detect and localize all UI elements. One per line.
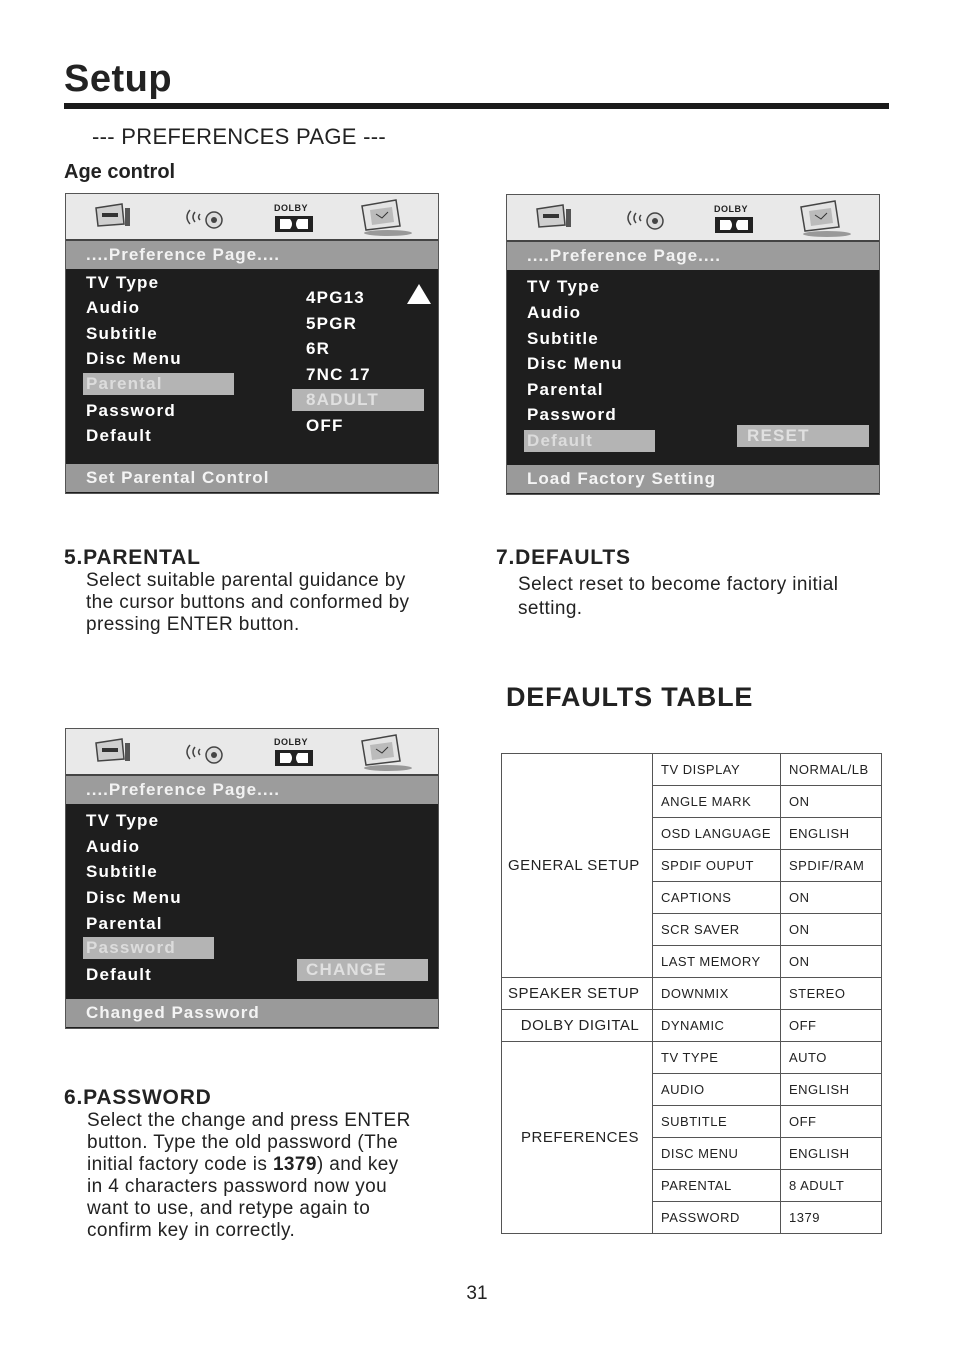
option-7nc17[interactable]: 7NC 17 (306, 365, 371, 384)
preferences-heading: --- PREFERENCES PAGE --- (92, 124, 387, 149)
menu-item-disc-menu[interactable]: Disc Menu (86, 888, 182, 907)
preference-icon (795, 199, 855, 239)
menu-item-audio[interactable]: Audio (86, 298, 141, 317)
defaults-line: Select reset to become factory initial (518, 574, 839, 595)
setting-name: DISC MENU (653, 1138, 781, 1170)
group-label: DOLBY DIGITAL (502, 1010, 653, 1042)
parental-line: pressing ENTER button. (86, 614, 300, 635)
osd-defaults-screen (506, 194, 880, 495)
setting-name: TV DISPLAY (653, 754, 781, 786)
osd-parental-screen (65, 193, 439, 494)
menu-item-tv-type[interactable]: TV Type (527, 277, 601, 296)
setting-name: AUDIO (653, 1074, 781, 1106)
dolby-icon (274, 215, 314, 233)
setting-value: 8 ADULT (781, 1170, 882, 1202)
defaults-line: setting. (518, 598, 583, 619)
table-row (502, 754, 882, 786)
option-6r[interactable]: 6R (306, 339, 331, 358)
password-line: want to use, and retype again to (87, 1198, 371, 1219)
menu-item-audio[interactable]: Audio (527, 303, 582, 322)
menu-item-tv-type[interactable]: TV Type (86, 273, 160, 292)
setting-value: ENGLISH (781, 1074, 882, 1106)
osd-header: ....Preference Page.... (66, 241, 438, 269)
password-line: in 4 characters password now you (87, 1176, 388, 1197)
setting-name: SUBTITLE (653, 1106, 781, 1138)
password-heading: 6.PASSWORD (64, 1086, 212, 1109)
menu-item-disc-menu[interactable]: Disc Menu (527, 354, 623, 373)
setting-name: TV TYPE (653, 1042, 781, 1074)
setting-name: DYNAMIC (653, 1010, 781, 1042)
setting-name: PARENTAL (653, 1170, 781, 1202)
setting-value: SPDIF/RAM (781, 850, 882, 882)
change-button[interactable]: CHANGE (297, 959, 428, 981)
parental-line: Select suitable parental guidance by (86, 570, 406, 591)
password-line-text: ) and key (316, 1154, 399, 1175)
setting-name: PASSWORD (653, 1202, 781, 1234)
speaker-icon (623, 205, 671, 233)
menu-item-tv-type[interactable]: TV Type (86, 811, 160, 830)
menu-item-subtitle[interactable]: Subtitle (86, 324, 158, 343)
setting-value: NORMAL/LB (781, 754, 882, 786)
menu-item-password[interactable]: Password (86, 401, 176, 420)
osd-footer: Set Parental Control (66, 464, 438, 492)
password-line: button. Type the old password (The (87, 1132, 399, 1153)
setting-name: SPDIF OUPUT (653, 850, 781, 882)
option-5pgr[interactable]: 5PGR (306, 314, 358, 333)
setting-value: STEREO (781, 978, 882, 1010)
speaker-icon (182, 739, 230, 767)
parental-line: the cursor buttons and conformed by (86, 592, 410, 613)
monitor-icon (92, 202, 132, 230)
setting-name: SCR SAVER (653, 914, 781, 946)
setting-name: DOWNMIX (653, 978, 781, 1010)
monitor-icon (533, 203, 573, 231)
menu-item-default[interactable]: Default (86, 426, 153, 445)
menu-item-default[interactable]: Default (524, 430, 655, 452)
defaults-text (518, 573, 838, 621)
dolby-text: DOLBY (274, 737, 308, 747)
osd-icon-bar (507, 195, 879, 243)
setting-value: ENGLISH (781, 1138, 882, 1170)
setting-value: OFF (781, 1106, 882, 1138)
menu-item-password[interactable]: Password (83, 937, 214, 959)
dolby-text: DOLBY (274, 203, 308, 213)
defaults-table-title: DEFAULTS TABLE (506, 682, 754, 712)
defaults-heading: 7.DEFAULTS (496, 546, 631, 569)
menu-item-parental[interactable]: Parental (527, 380, 604, 399)
osd-footer: Changed Password (66, 999, 438, 1027)
preference-icon (356, 733, 416, 773)
group-label: SPEAKER SETUP (502, 978, 653, 1010)
menu-item-disc-menu[interactable]: Disc Menu (86, 349, 182, 368)
preference-icon (356, 198, 416, 238)
osd-password-screen (65, 728, 439, 1029)
speaker-icon (182, 204, 230, 232)
menu-item-subtitle[interactable]: Subtitle (86, 862, 158, 881)
setting-name: ANGLE MARK (653, 786, 781, 818)
dolby-icon (274, 749, 314, 767)
dolby-text: DOLBY (714, 204, 748, 214)
scroll-up-arrow-icon[interactable] (406, 283, 432, 305)
parental-heading: 5.PARENTAL (64, 546, 201, 569)
osd-header: ....Preference Page.... (507, 242, 879, 270)
defaults-table (501, 753, 882, 1234)
option-4pg13[interactable]: 4PG13 (306, 288, 365, 307)
reset-button[interactable]: RESET (737, 425, 869, 447)
password-line: confirm key in correctly. (87, 1220, 296, 1241)
table-row (502, 978, 882, 1010)
menu-item-parental[interactable]: Parental (83, 373, 234, 395)
osd-icon-bar (66, 194, 438, 242)
setting-value: 1379 (781, 1202, 882, 1234)
password-text (87, 1110, 411, 1242)
menu-item-subtitle[interactable]: Subtitle (527, 329, 599, 348)
group-label: GENERAL SETUP (502, 754, 653, 978)
dolby-icon (714, 216, 754, 234)
setting-name: LAST MEMORY (653, 946, 781, 978)
osd-icon-bar (66, 729, 438, 777)
setting-name: OSD LANGUAGE (653, 818, 781, 850)
factory-code: 1379 (272, 1154, 317, 1175)
osd-footer: Load Factory Setting (507, 465, 879, 493)
option-off[interactable]: OFF (306, 416, 344, 435)
page-title: Setup (64, 58, 173, 100)
option-8adult[interactable]: 8ADULT (292, 389, 424, 411)
password-line (87, 1154, 411, 1176)
setting-value: ON (781, 946, 882, 978)
menu-item-password[interactable]: Password (527, 405, 617, 424)
monitor-icon (92, 737, 132, 765)
setting-name: CAPTIONS (653, 882, 781, 914)
menu-item-parental[interactable]: Parental (86, 914, 163, 933)
table-row (502, 1042, 882, 1074)
setting-value: AUTO (781, 1042, 882, 1074)
setting-value: ON (781, 786, 882, 818)
setting-value: ENGLISH (781, 818, 882, 850)
parental-text (86, 570, 409, 636)
group-label: PREFERENCES (502, 1042, 653, 1234)
setting-value: OFF (781, 1010, 882, 1042)
menu-item-default[interactable]: Default (86, 965, 153, 984)
setting-value: ON (781, 882, 882, 914)
table-row (502, 1010, 882, 1042)
menu-item-audio[interactable]: Audio (86, 837, 141, 856)
password-line-text: initial factory code is (87, 1154, 273, 1175)
age-control-label: Age control (64, 161, 176, 183)
setting-value: ON (781, 914, 882, 946)
page-number: 31 (466, 1283, 488, 1304)
osd-header: ....Preference Page.... (66, 776, 438, 804)
password-line: Select the change and press ENTER (87, 1110, 411, 1131)
title-rule (64, 103, 889, 109)
